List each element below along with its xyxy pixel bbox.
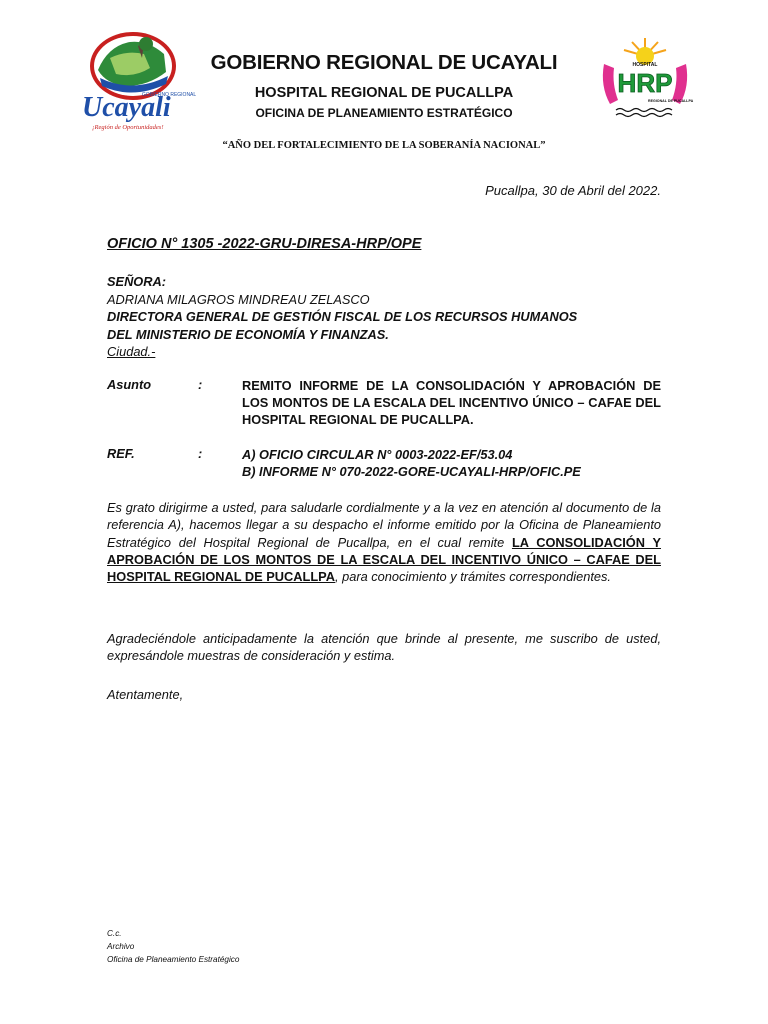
ref-line-b: B) INFORME N° 070-2022-GORE-UCAYALI-HRP/OFIC.PE <box>242 464 581 479</box>
recipient-title-line1: DIRECTORA GENERAL DE GESTIÓN FISCAL DE LOS RECURSOS HUMANOS <box>107 309 578 324</box>
asunto-label: Asunto <box>107 377 152 392</box>
office-title: OFICINA DE PLANEAMIENTO ESTRATÉGICO <box>255 106 513 120</box>
logo-top-text: GOBIERNO REGIONAL <box>142 92 196 98</box>
oficio-number: OFICIO N° 1305 -2022-GRU-DIRESA-HRP/OPE <box>107 236 422 252</box>
asunto-colon: : <box>198 377 203 392</box>
body-p1-bold: LA CONSOLIDACIÓN Y APROBACIÓN DE LOS MONTOS DE LA ESCALA DEL INCENTIVO ÚNICO – CAFAE DEL HOSPITAL REGIONAL DE PUCALLPA <box>107 534 661 585</box>
salutation: SEÑORA: <box>107 274 167 289</box>
cc-line-1: C.c. <box>107 929 122 938</box>
hrp-small-top: HOSPITAL <box>632 62 658 68</box>
logo-ucayali-text: Ucayali <box>82 92 171 123</box>
ref-label: REF. <box>107 446 135 461</box>
year-motto: “AÑO DEL FORTALECIMIENTO DE LA SOBERANÍA NACIONAL” <box>222 140 546 151</box>
ref-colon: : <box>198 446 203 461</box>
closing: Atentamente, <box>107 687 184 702</box>
ref-lines <box>242 446 581 480</box>
government-title: GOBIERNO REGIONAL DE UCAYALI <box>210 51 558 74</box>
document-date: Pucallpa, 30 de Abril del 2022. <box>485 183 661 198</box>
hospital-title: HOSPITAL REGIONAL DE PUCALLPA <box>254 85 514 101</box>
hrp-letters: HRP <box>617 68 673 98</box>
recipient-name: ADRIANA MILAGROS MINDREAU ZELASCO <box>107 291 370 307</box>
cc-line-3: Oficina de Planeamiento Estratégico <box>107 955 240 964</box>
asunto-text: REMITO INFORME DE LA CONSOLIDACIÓN Y APROBACIÓN DE LOS MONTOS DE LA ESCALA DEL INCENTIVO ÚNICO – CAFAE DEL HOSPITAL REGIONAL DE PUCALLPA. <box>242 378 661 427</box>
hrp-small-side: REGIONAL DE PUCALLPA <box>648 99 694 103</box>
body-p1-start: Es grato dirigirme a usted, para saludarle cordialmente y a la vez en atención al documento de la referencia A), hacemos llegar a su despacho el informe emitido por la Oficina de Planeamiento Estratégico del Hospital Regional de Pucallpa, en el cual remite <box>107 500 661 550</box>
body-paragraph-2: Agradeciéndole anticipadamente la atención que brinde al presente, me suscribo de usted, expresándole muestras de consideración y estima. <box>107 631 661 664</box>
hrp-logo <box>596 34 694 124</box>
recipient-city: Ciudad.- <box>107 344 156 359</box>
body-p1-end: , para conocimiento y trámites correspondientes. <box>335 569 611 585</box>
cc-line-2: Archivo <box>107 942 135 951</box>
logo-tagline: ¡Región de Oportunidades! <box>92 124 164 131</box>
ref-line-a: A) OFICIO CIRCULAR N° 0003-2022-EF/53.04 <box>242 447 513 462</box>
body-paragraph-1 <box>107 499 661 585</box>
recipient-block <box>107 273 577 361</box>
cc-block <box>107 927 239 966</box>
recipient-title-line2: DEL MINISTERIO DE ECONOMÍA Y FINANZAS. <box>107 326 389 342</box>
